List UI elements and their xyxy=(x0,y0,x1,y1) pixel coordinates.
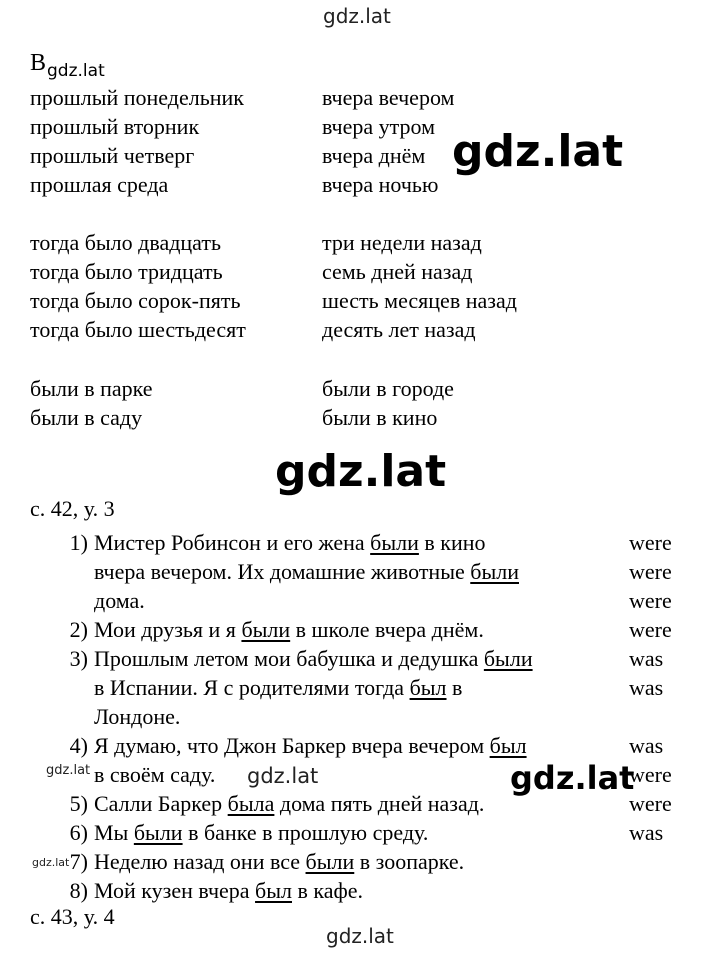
underlined-verb: были xyxy=(305,849,355,874)
answer-2: were xyxy=(629,559,672,584)
item-number-5: 5) xyxy=(69,791,88,816)
underlined-verb: был xyxy=(409,675,447,700)
item-number-4: 4) xyxy=(69,733,88,758)
group2-right-4: десять лет назад xyxy=(322,317,476,342)
item-number-6: 6) xyxy=(69,820,88,845)
group1-left-4: прошлая среда xyxy=(30,172,169,197)
answer-9: were xyxy=(629,791,672,816)
watermark-small-3: gdz.lat xyxy=(32,856,70,869)
next-exercise-title-cutoff: с. 43, у. 4 xyxy=(30,904,115,929)
answer-1: were xyxy=(629,530,672,555)
exercise-line: Неделю назад они все были в зоопарке. xyxy=(94,849,465,874)
exercise-line: Салли Баркер была дома пять дней назад. xyxy=(94,791,485,816)
group1-right-4: вчера ночью xyxy=(322,172,439,197)
group3-right-2: были в кино xyxy=(322,405,438,430)
answer-7: was xyxy=(629,733,664,758)
group2-left-4: тогда было шестьдесят xyxy=(30,317,246,342)
item-number-1: 1) xyxy=(69,530,88,555)
section-heading xyxy=(30,50,105,81)
answer-10: was xyxy=(629,820,664,845)
item-number-3: 3) xyxy=(69,646,88,671)
heading-subscript: gdz.lat xyxy=(47,61,105,81)
answer-4: were xyxy=(629,617,672,642)
underlined-verb: были xyxy=(133,820,183,845)
group2-right-1: три недели назад xyxy=(322,230,482,255)
underlined-verb: был xyxy=(489,733,527,758)
answer-6: was xyxy=(629,675,664,700)
heading-letter: B xyxy=(30,50,47,76)
underlined-verb: были xyxy=(241,617,291,642)
group2-left-2: тогда было тридцать xyxy=(30,259,223,284)
exercise-line: в Испании. Я с родителями тогда был в xyxy=(94,675,463,700)
watermark-large-3: gdz.lat xyxy=(510,759,635,797)
group3-right-1: были в городе xyxy=(322,376,454,401)
group1-left-2: прошлый вторник xyxy=(30,114,200,139)
group1-left-3: прошлый четверг xyxy=(30,143,195,168)
answer-3: were xyxy=(629,588,672,613)
watermark-large-2: gdz.lat xyxy=(275,446,447,497)
exercise-line: в своём саду. xyxy=(94,762,216,787)
item-number-8: 8) xyxy=(69,878,88,903)
group1-right-1: вчера вечером xyxy=(322,85,455,110)
underlined-verb: были xyxy=(470,559,519,584)
group2-right-3: шесть месяцев назад xyxy=(322,288,517,313)
item-number-2: 2) xyxy=(69,617,88,642)
underlined-verb: был xyxy=(255,878,292,903)
exercise-line: Я думаю, что Джон Баркер вчера вечером был xyxy=(94,733,527,758)
underlined-verb: были xyxy=(370,530,419,555)
watermark-large-1: gdz.lat xyxy=(452,126,624,177)
exercise-line: дома. xyxy=(94,588,145,613)
group3-left-1: были в парке xyxy=(30,376,153,401)
item-number-7: 7) xyxy=(69,849,88,874)
underlined-verb: была xyxy=(227,791,275,816)
group1-right-2: вчера утром xyxy=(322,114,436,139)
answer-5: was xyxy=(629,646,664,671)
group2-left-3: тогда было сорок-пять xyxy=(30,288,241,313)
watermark-bottom: gdz.lat xyxy=(326,924,394,948)
group1-left-1: прошлый понедельник xyxy=(30,85,244,110)
group1-right-3: вчера днём xyxy=(322,143,426,168)
watermark-small-2: gdz.lat xyxy=(247,764,319,788)
exercise-line: Мои друзья и я были в школе вчера днём. xyxy=(94,617,484,642)
underlined-verb: были xyxy=(483,646,533,671)
answer-8: were xyxy=(629,762,672,787)
group3-left-2: были в саду xyxy=(30,405,143,430)
exercise-line: вчера вечером. Их домашние животные были xyxy=(94,559,519,584)
group2-right-2: семь дней назад xyxy=(322,259,473,284)
group2-left-1: тогда было двадцать xyxy=(30,230,222,255)
exercise-line: Лондоне. xyxy=(94,704,181,729)
watermark-top: gdz.lat xyxy=(323,4,391,28)
exercise-line: Прошлым летом мои бабушка и дедушка были xyxy=(94,646,533,671)
exercise-line: Мистер Робинсон и его жена были в кино xyxy=(94,530,486,555)
watermark-small-1: gdz.lat xyxy=(46,763,91,778)
exercise-title: с. 42, у. 3 xyxy=(30,496,115,521)
exercise-line: Мы были в банке в прошлую среду. xyxy=(94,820,429,845)
exercise-line: Мой кузен вчера был в кафе. xyxy=(94,878,364,903)
